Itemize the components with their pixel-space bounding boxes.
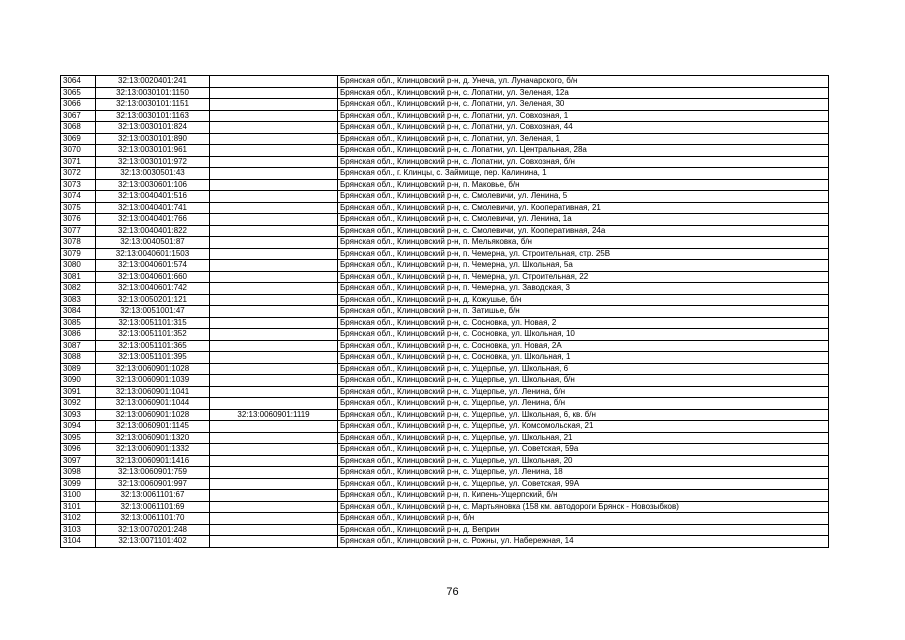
row-number-cell: 3067 [61, 110, 96, 122]
secondary-cadastral-cell [210, 110, 338, 122]
row-number-cell: 3078 [61, 237, 96, 249]
table-row [61, 363, 829, 375]
address-cell: Брянская обл., Клинцовский р-н, п. Мельяковка, б/н [338, 237, 829, 249]
table-row [61, 432, 829, 444]
row-number-cell: 3088 [61, 352, 96, 364]
table-row [61, 467, 829, 479]
address-cell: Брянская обл., Клинцовский р-н, с. Лопатни, ул. Зеленая, 12а [338, 87, 829, 99]
address-cell: Брянская обл., Клинцовский р-н, с. Ущерпье, ул. Ленина, б/н [338, 398, 829, 410]
table-row [61, 375, 829, 387]
cadastral-number-cell: 32:13:0051101:395 [96, 352, 210, 364]
address-cell: Брянская обл., Клинцовский р-н, с. Ущерпье, ул. Комсомольская, 21 [338, 421, 829, 433]
row-number-cell: 3092 [61, 398, 96, 410]
row-number-cell: 3095 [61, 432, 96, 444]
secondary-cadastral-cell [210, 260, 338, 272]
secondary-cadastral-cell [210, 237, 338, 249]
address-cell: Брянская обл., Клинцовский р-н, с. Ущерпье, ул. Ленина, б/н [338, 386, 829, 398]
table-row [61, 225, 829, 237]
cadastral-number-cell: 32:13:0030101:890 [96, 133, 210, 145]
cadastral-number-cell: 32:13:0060901:1028 [96, 409, 210, 421]
address-cell: Брянская обл., Клинцовский р-н, б/н [338, 513, 829, 525]
cadastral-number-cell: 32:13:0070201:248 [96, 524, 210, 536]
cadastral-number-cell: 32:13:0061101:70 [96, 513, 210, 525]
row-number-cell: 3084 [61, 306, 96, 318]
secondary-cadastral-cell [210, 455, 338, 467]
address-cell: Брянская обл., Клинцовский р-н, с. Ущерпье, ул. Школьная, 21 [338, 432, 829, 444]
table-row [61, 513, 829, 525]
cadastral-number-cell: 32:13:0040601:574 [96, 260, 210, 272]
secondary-cadastral-cell [210, 467, 338, 479]
table-row [61, 214, 829, 226]
secondary-cadastral-cell [210, 444, 338, 456]
cadastral-number-cell: 32:13:0060901:1028 [96, 363, 210, 375]
address-cell: Брянская обл., Клинцовский р-н, с. Смолевичи, ул. Кооперативная, 24а [338, 225, 829, 237]
table-row [61, 283, 829, 295]
row-number-cell: 3064 [61, 76, 96, 88]
address-cell: Брянская обл., Клинцовский р-н, с. Ущерпье, ул. Советская, 59а [338, 444, 829, 456]
cadastral-number-cell: 32:13:0060901:997 [96, 478, 210, 490]
table-row [61, 398, 829, 410]
address-cell: Брянская обл., Клинцовский р-н, с. Лопатни, ул. Зеленая, 30 [338, 99, 829, 111]
secondary-cadastral-cell: 32:13:0060901:1119 [210, 409, 338, 421]
cadastral-number-cell: 32:13:0060901:1044 [96, 398, 210, 410]
table-row [61, 340, 829, 352]
table-row [61, 133, 829, 145]
table-row [61, 191, 829, 203]
address-cell: Брянская обл., Клинцовский р-н, с. Сосновка, ул. Новая, 2 [338, 317, 829, 329]
address-cell: Брянская обл., Клинцовский р-н, с. Лопатни, ул. Совхозная, 44 [338, 122, 829, 134]
cadastral-number-cell: 32:13:0050201:121 [96, 294, 210, 306]
row-number-cell: 3100 [61, 490, 96, 502]
row-number-cell: 3089 [61, 363, 96, 375]
row-number-cell: 3074 [61, 191, 96, 203]
row-number-cell: 3077 [61, 225, 96, 237]
cadastral-number-cell: 32:13:0060901:1320 [96, 432, 210, 444]
row-number-cell: 3066 [61, 99, 96, 111]
table-row [61, 455, 829, 467]
row-number-cell: 3076 [61, 214, 96, 226]
address-cell: Брянская обл., Клинцовский р-н, п. Чемерна, ул. Школьная, 5а [338, 260, 829, 272]
table-row [61, 409, 829, 421]
cadastral-number-cell: 32:13:0060901:759 [96, 467, 210, 479]
table-row [61, 306, 829, 318]
table-row [61, 294, 829, 306]
secondary-cadastral-cell [210, 363, 338, 375]
row-number-cell: 3091 [61, 386, 96, 398]
secondary-cadastral-cell [210, 352, 338, 364]
address-cell: Брянская обл., Клинцовский р-н, с. Рожны, ул. Набережная, 14 [338, 536, 829, 548]
address-cell: Брянская обл., Клинцовский р-н, п. Чемерна, ул. Заводская, 3 [338, 283, 829, 295]
secondary-cadastral-cell [210, 283, 338, 295]
row-number-cell: 3071 [61, 156, 96, 168]
table-row [61, 386, 829, 398]
row-number-cell: 3094 [61, 421, 96, 433]
address-cell: Брянская обл., Клинцовский р-н, п. Маковье, б/н [338, 179, 829, 191]
secondary-cadastral-cell [210, 294, 338, 306]
table-row [61, 421, 829, 433]
row-number-cell: 3073 [61, 179, 96, 191]
address-cell: Брянская обл., Клинцовский р-н, д. Унеча, ул. Луначарского, б/н [338, 76, 829, 88]
row-number-cell: 3080 [61, 260, 96, 272]
row-number-cell: 3102 [61, 513, 96, 525]
cadastral-number-cell: 32:13:0060901:1145 [96, 421, 210, 433]
cadastral-number-cell: 32:13:0040401:741 [96, 202, 210, 214]
table-row [61, 179, 829, 191]
row-number-cell: 3072 [61, 168, 96, 180]
secondary-cadastral-cell [210, 156, 338, 168]
address-cell: Брянская обл., Клинцовский р-н, с. Ущерпье, ул. Ленина, 18 [338, 467, 829, 479]
table-body [61, 76, 829, 548]
cadastral-number-cell: 32:13:0060901:1039 [96, 375, 210, 387]
cadastral-number-cell: 32:13:0060901:1416 [96, 455, 210, 467]
cadastral-number-cell: 32:13:0071101:402 [96, 536, 210, 548]
address-cell: Брянская обл., Клинцовский р-н, д. Веприн [338, 524, 829, 536]
secondary-cadastral-cell [210, 478, 338, 490]
secondary-cadastral-cell [210, 432, 338, 444]
cadastral-number-cell: 32:13:0020401:241 [96, 76, 210, 88]
address-cell: Брянская обл., Клинцовский р-н, с. Ущерпье, ул. Школьная, 6 [338, 363, 829, 375]
secondary-cadastral-cell [210, 398, 338, 410]
secondary-cadastral-cell [210, 536, 338, 548]
address-cell: Брянская обл., Клинцовский р-н, с. Сосновка, ул. Школьная, 10 [338, 329, 829, 341]
secondary-cadastral-cell [210, 317, 338, 329]
cadastral-number-cell: 32:13:0030101:972 [96, 156, 210, 168]
table-row [61, 168, 829, 180]
secondary-cadastral-cell [210, 271, 338, 283]
cadastral-number-cell: 32:13:0051101:315 [96, 317, 210, 329]
row-number-cell: 3082 [61, 283, 96, 295]
address-cell: Брянская обл., г. Клинцы, с. Займище, пер. Калинина, 1 [338, 168, 829, 180]
row-number-cell: 3103 [61, 524, 96, 536]
row-number-cell: 3097 [61, 455, 96, 467]
table-row [61, 237, 829, 249]
table-row [61, 110, 829, 122]
secondary-cadastral-cell [210, 87, 338, 99]
row-number-cell: 3079 [61, 248, 96, 260]
cadastral-number-cell: 32:13:0051101:352 [96, 329, 210, 341]
table-row [61, 145, 829, 157]
table-row [61, 536, 829, 548]
secondary-cadastral-cell [210, 490, 338, 502]
row-number-cell: 3104 [61, 536, 96, 548]
row-number-cell: 3096 [61, 444, 96, 456]
address-cell: Брянская обл., Клинцовский р-н, с. Сосновка, ул. Школьная, 1 [338, 352, 829, 364]
table-row [61, 329, 829, 341]
cadastral-number-cell: 32:13:0040501:87 [96, 237, 210, 249]
cadastral-number-cell: 32:13:0030501:43 [96, 168, 210, 180]
address-cell: Брянская обл., Клинцовский р-н, с. Мартьяновка (158 км. автодороги Брянск - Новозыбков) [338, 501, 829, 513]
cadastral-number-cell: 32:13:0061101:67 [96, 490, 210, 502]
row-number-cell: 3081 [61, 271, 96, 283]
secondary-cadastral-cell [210, 329, 338, 341]
secondary-cadastral-cell [210, 122, 338, 134]
table-row [61, 501, 829, 513]
cadastral-number-cell: 32:13:0030601:106 [96, 179, 210, 191]
cadastral-number-cell: 32:13:0040601:660 [96, 271, 210, 283]
row-number-cell: 3069 [61, 133, 96, 145]
cadastral-number-cell: 32:13:0060901:1041 [96, 386, 210, 398]
address-cell: Брянская обл., Клинцовский р-н, с. Ущерпье, ул. Школьная, б/н [338, 375, 829, 387]
secondary-cadastral-cell [210, 76, 338, 88]
secondary-cadastral-cell [210, 168, 338, 180]
cadastral-number-cell: 32:13:0030101:824 [96, 122, 210, 134]
secondary-cadastral-cell [210, 145, 338, 157]
table-row [61, 444, 829, 456]
property-table [60, 75, 829, 548]
secondary-cadastral-cell [210, 248, 338, 260]
cadastral-number-cell: 32:13:0030101:961 [96, 145, 210, 157]
secondary-cadastral-cell [210, 340, 338, 352]
address-cell: Брянская обл., Клинцовский р-н, с. Ущерпье, ул. Школьная, 20 [338, 455, 829, 467]
cadastral-number-cell: 32:13:0030101:1163 [96, 110, 210, 122]
cadastral-number-cell: 32:13:0040401:516 [96, 191, 210, 203]
table-row [61, 271, 829, 283]
row-number-cell: 3090 [61, 375, 96, 387]
address-cell: Брянская обл., Клинцовский р-н, с. Лопатни, ул. Совхозная, 1 [338, 110, 829, 122]
secondary-cadastral-cell [210, 386, 338, 398]
address-cell: Брянская обл., Клинцовский р-н, п. Чемерна, ул. Строительная, стр. 25В [338, 248, 829, 260]
cadastral-number-cell: 32:13:0040401:766 [96, 214, 210, 226]
row-number-cell: 3101 [61, 501, 96, 513]
row-number-cell: 3068 [61, 122, 96, 134]
address-cell: Брянская обл., Клинцовский р-н, с. Смолевичи, ул. Кооперативная, 21 [338, 202, 829, 214]
table-row [61, 524, 829, 536]
row-number-cell: 3075 [61, 202, 96, 214]
table-row [61, 478, 829, 490]
table-row [61, 87, 829, 99]
table-row [61, 260, 829, 272]
secondary-cadastral-cell [210, 99, 338, 111]
address-cell: Брянская обл., Клинцовский р-н, п. Чемерна, ул. Строительная, 22 [338, 271, 829, 283]
row-number-cell: 3070 [61, 145, 96, 157]
secondary-cadastral-cell [210, 133, 338, 145]
row-number-cell: 3086 [61, 329, 96, 341]
secondary-cadastral-cell [210, 225, 338, 237]
row-number-cell: 3087 [61, 340, 96, 352]
address-cell: Брянская обл., Клинцовский р-н, с. Лопатни, ул. Зеленая, 1 [338, 133, 829, 145]
table-row [61, 122, 829, 134]
address-cell: Брянская обл., Клинцовский р-н, п. Кипень-Ущерпский, б/н [338, 490, 829, 502]
secondary-cadastral-cell [210, 191, 338, 203]
cadastral-number-cell: 32:13:0030101:1151 [96, 99, 210, 111]
address-cell: Брянская обл., Клинцовский р-н, с. Лопатни, ул. Совхозная, б/н [338, 156, 829, 168]
row-number-cell: 3065 [61, 87, 96, 99]
table-row [61, 76, 829, 88]
row-number-cell: 3083 [61, 294, 96, 306]
cadastral-number-cell: 32:13:0061101:69 [96, 501, 210, 513]
table-row [61, 248, 829, 260]
secondary-cadastral-cell [210, 421, 338, 433]
cadastral-number-cell: 32:13:0040601:1503 [96, 248, 210, 260]
cadastral-number-cell: 32:13:0040401:822 [96, 225, 210, 237]
address-cell: Брянская обл., Клинцовский р-н, п. Затишье, б/н [338, 306, 829, 318]
secondary-cadastral-cell [210, 501, 338, 513]
address-cell: Брянская обл., Клинцовский р-н, д. Кожушье, б/н [338, 294, 829, 306]
address-cell: Брянская обл., Клинцовский р-н, с. Смолевичи, ул. Ленина, 1а [338, 214, 829, 226]
address-cell: Брянская обл., Клинцовский р-н, с. Лопатни, ул. Центральная, 28а [338, 145, 829, 157]
table-row [61, 156, 829, 168]
secondary-cadastral-cell [210, 513, 338, 525]
row-number-cell: 3099 [61, 478, 96, 490]
secondary-cadastral-cell [210, 179, 338, 191]
address-cell: Брянская обл., Клинцовский р-н, с. Сосновка, ул. Новая, 2А [338, 340, 829, 352]
table-row [61, 317, 829, 329]
row-number-cell: 3085 [61, 317, 96, 329]
cadastral-number-cell: 32:13:0060901:1332 [96, 444, 210, 456]
cadastral-number-cell: 32:13:0040601:742 [96, 283, 210, 295]
address-cell: Брянская обл., Клинцовский р-н, с. Смолевичи, ул. Ленина, 5 [338, 191, 829, 203]
table-row [61, 490, 829, 502]
table-row [61, 202, 829, 214]
cadastral-number-cell: 32:13:0030101:1150 [96, 87, 210, 99]
table-row [61, 99, 829, 111]
table-row [61, 352, 829, 364]
row-number-cell: 3093 [61, 409, 96, 421]
secondary-cadastral-cell [210, 306, 338, 318]
page-number: 76 [446, 586, 459, 598]
address-cell: Брянская обл., Клинцовский р-н, с. Ущерпье, ул. Школьная, 6, кв. б/н [338, 409, 829, 421]
secondary-cadastral-cell [210, 524, 338, 536]
address-cell: Брянская обл., Клинцовский р-н, с. Ущерпье, ул. Советская, 99А [338, 478, 829, 490]
cadastral-number-cell: 32:13:0051101:365 [96, 340, 210, 352]
cadastral-number-cell: 32:13:0051001:47 [96, 306, 210, 318]
row-number-cell: 3098 [61, 467, 96, 479]
secondary-cadastral-cell [210, 375, 338, 387]
secondary-cadastral-cell [210, 202, 338, 214]
secondary-cadastral-cell [210, 214, 338, 226]
